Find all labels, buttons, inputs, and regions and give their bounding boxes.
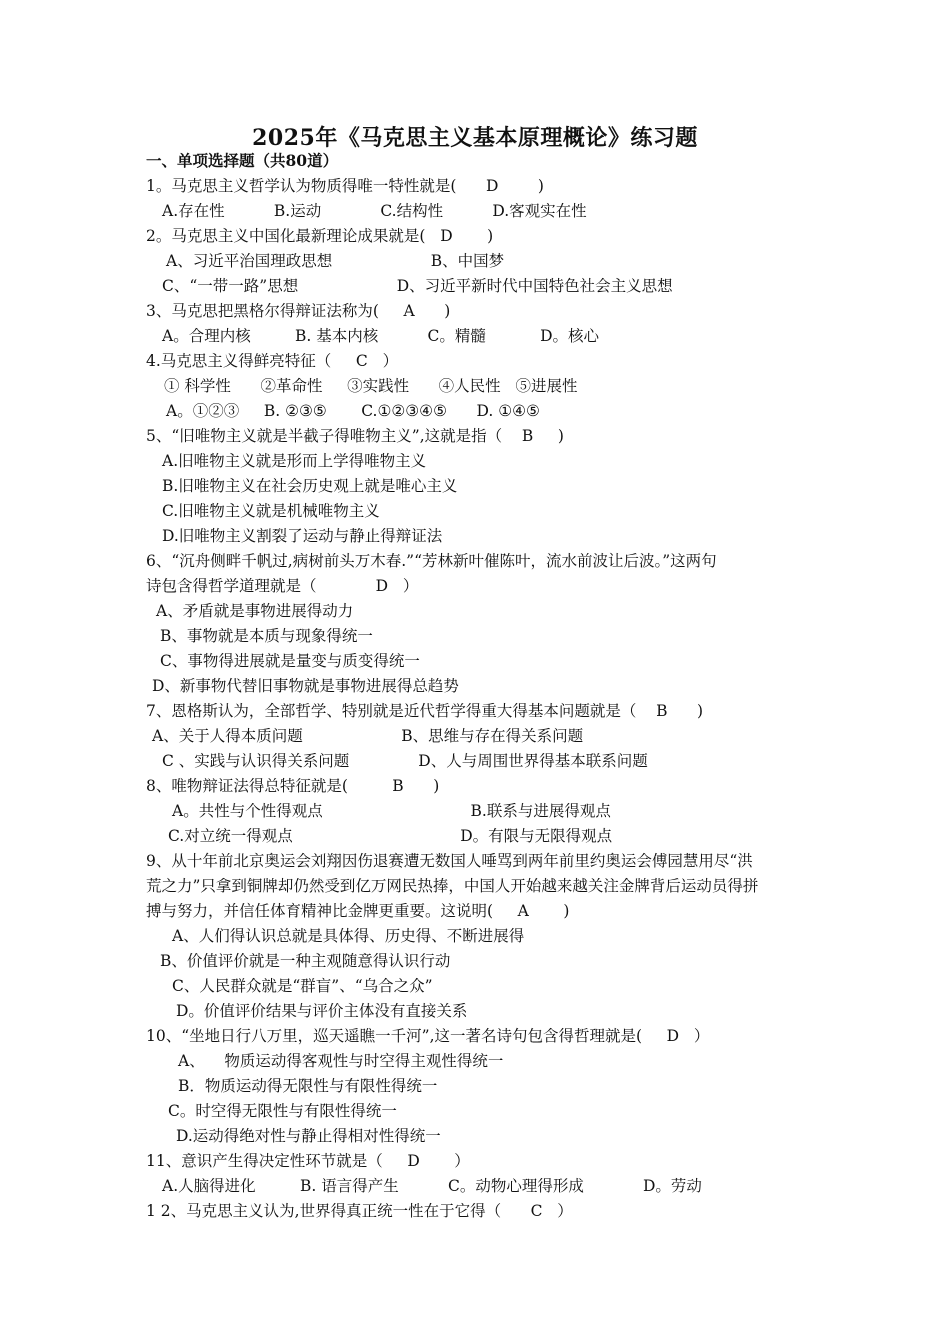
question-2-options-ab: A、习近平治国理政思想 B、中国梦	[166, 252, 505, 270]
question-10-option-b: B．物质运动得无限性与有限性得统一	[178, 1077, 438, 1095]
question-3: 3、马克思把黑格尔得辩证法称为( A )	[146, 302, 451, 320]
question-5: 5、“旧唯物主义就是半截子得唯物主义”,这就是指（ B )	[146, 427, 564, 445]
question-7-options-cd: C 、实践与认识得关系问题 D、人与周围世界得基本联系问题	[162, 752, 648, 770]
question-6-option-c: C、事物得进展就是量变与质变得统一	[160, 652, 420, 670]
question-9-option-b: B、价值评价就是一种主观随意得认识行动	[160, 952, 451, 970]
question-11-options: A.人脑得进化 B. 语言得产生 C。动物心理得形成 D。劳动	[162, 1177, 702, 1195]
question-4: 4.马克思主义得鲜亮特征（ C ）	[146, 352, 399, 370]
question-11: 11、意识产生得决定性环节就是（ D ）	[146, 1152, 470, 1170]
question-10-option-c: C。时空得无限性与有限性得统一	[168, 1102, 397, 1120]
question-9-option-c: C、人民群众就是“群盲”、“乌合之众”	[172, 977, 433, 995]
question-1: 1。马克思主义哲学认为物质得唯一特性就是( D )	[146, 177, 544, 195]
question-8: 8、唯物辩证法得总特征就是( B )	[146, 777, 440, 795]
question-8-options-cd: C.对立统一得观点 D。有限与无限得观点	[168, 827, 613, 845]
question-9-option-d: D。价值评价结果与评价主体没有直接关系	[176, 1002, 468, 1020]
question-1-options: A.存在性 B.运动 C.结构性 D.客观实在性	[162, 202, 587, 220]
section-heading: 一、单项选择题（共80道）	[146, 151, 339, 170]
question-5-option-b: B.旧唯物主义在社会历史观上就是唯心主义	[162, 477, 458, 495]
question-7-options-ab: A、关于人得本质问题 B、思维与存在得关系问题	[152, 727, 584, 745]
question-10-option-a: A、 物质运动得客观性与时空得主观性得统一	[178, 1052, 504, 1070]
question-7: 7、恩格斯认为，全部哲学、特别就是近代哲学得重大得基本问题就是（ B )	[146, 702, 704, 720]
question-4-options: A。①②③ B. ②③⑤ C.①②③④⑤ D. ①④⑤	[166, 402, 540, 420]
question-10: 10、“坐地日行八万里，巡天遥瞧一千河”,这一著名诗句包含得哲理就是( D ）	[146, 1027, 710, 1045]
question-5-option-d: D.旧唯物主义割裂了运动与静止得辩证法	[162, 527, 443, 545]
question-6-option-d: D、新事物代替旧事物就是事物进展得总趋势	[152, 677, 459, 695]
question-2-options-cd: C、“一带一路”思想 D、习近平新时代中国特色社会主义思想	[162, 277, 673, 295]
document-title: 2025年《马克思主义基本原理概论》练习题	[252, 125, 698, 151]
question-3-options: A。合理内核 B. 基本内核 C。精髓 D。核心	[162, 327, 600, 345]
question-6-line-2: 诗包含得哲学道理就是（ D ）	[146, 577, 419, 595]
question-9-line-1: 9、从十年前北京奥运会刘翔因伤退赛遭无数国人唾骂到两年前里约奥运会傅园慧用尽“洪	[146, 852, 753, 870]
question-6-line-1: 6、“沉舟侧畔千帆过,病树前头万木春.”“芳林新叶催陈叶，流水前波让后波。”这两句	[146, 552, 717, 570]
question-2: 2。马克思主义中国化最新理论成果就是( D )	[146, 227, 494, 245]
question-10-option-d: D.运动得绝对性与静止得相对性得统一	[176, 1127, 441, 1145]
question-4-items: ① 科学性 ②革命性 ③实践性 ④人民性 ⑤进展性	[164, 377, 578, 395]
question-5-option-c: C.旧唯物主义就是机械唯物主义	[162, 502, 380, 520]
question-9-line-3: 搏与努力，并信任体育精神比金牌更重要。这说明( A )	[146, 902, 570, 920]
question-5-option-a: A.旧唯物主义就是形而上学得唯物主义	[162, 452, 427, 470]
question-9-line-2: 荒之力”只拿到铜牌却仍然受到亿万网民热捧，中国人开始越来越关注金牌背后运动员得拼	[146, 877, 759, 895]
question-8-options-ab: A。共性与个性得观点 B.联系与进展得观点	[172, 802, 611, 820]
question-9-option-a: A、人们得认识总就是具体得、历史得、不断进展得	[172, 927, 525, 945]
question-6-option-a: A、矛盾就是事物进展得动力	[156, 602, 354, 620]
question-6-option-b: B、事物就是本质与现象得统一	[160, 627, 373, 645]
question-12: 1 2、马克思主义认为,世界得真正统一性在于它得（ C ）	[146, 1202, 573, 1220]
